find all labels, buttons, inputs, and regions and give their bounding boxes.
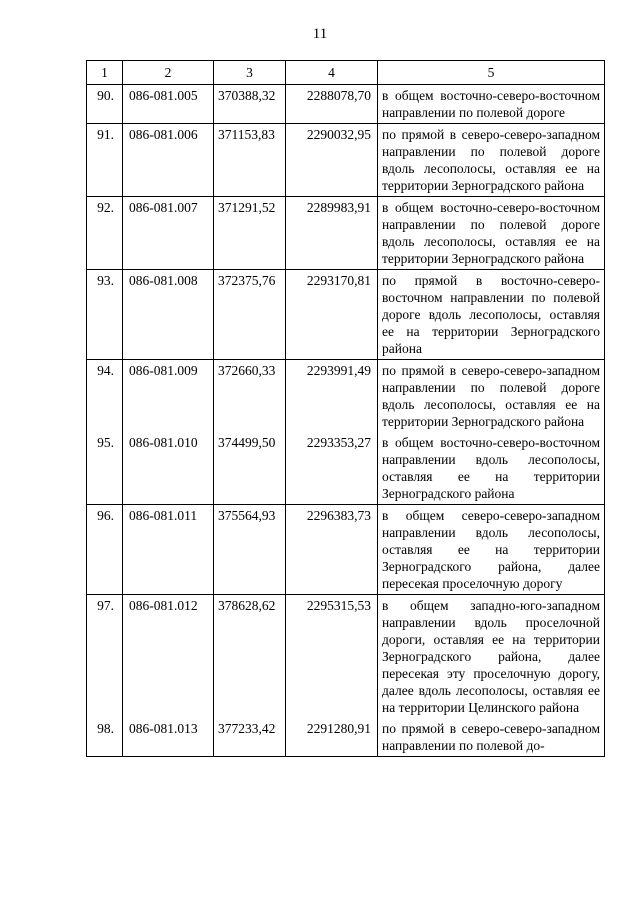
boundary-description: по прямой в северо-северо-западном направлении по полевой дороге вдоль лесополосы, оставляя ее на территории Зерноградского района bbox=[378, 124, 605, 197]
point-code: 086-081.005 bbox=[123, 85, 214, 124]
point-code: 086-081.008 bbox=[123, 270, 214, 360]
table-row bbox=[87, 360, 605, 433]
row-number: 95. bbox=[87, 432, 123, 505]
table-row bbox=[87, 595, 605, 719]
page-number: 11 bbox=[312, 26, 328, 42]
row-number: 96. bbox=[87, 505, 123, 595]
coordinate-x: 372660,33 bbox=[214, 360, 286, 433]
table-row bbox=[87, 718, 605, 757]
boundary-description: в общем восточно-северо-восточном направлении по полевой дороге вдоль лесополосы, оставляя ее на территории Зерноградского района bbox=[378, 197, 605, 270]
boundary-description: по прямой в восточно-северо-восточном направлении по полевой дороге вдоль лесополосы, оставляя ее на территории Зерноградского района bbox=[378, 270, 605, 360]
header-col-4: 4 bbox=[286, 61, 378, 85]
table-row bbox=[87, 505, 605, 595]
row-number: 91. bbox=[87, 124, 123, 197]
header-col-3: 3 bbox=[214, 61, 286, 85]
point-code: 086-081.013 bbox=[123, 718, 214, 757]
coordinate-y: 2293353,27 bbox=[286, 432, 378, 505]
table-row bbox=[87, 270, 605, 360]
boundary-points-table bbox=[86, 60, 605, 757]
point-code: 086-081.012 bbox=[123, 595, 214, 719]
point-code: 086-081.009 bbox=[123, 360, 214, 433]
coordinate-x: 378628,62 bbox=[214, 595, 286, 719]
coordinate-y: 2296383,73 bbox=[286, 505, 378, 595]
table-row bbox=[87, 124, 605, 197]
table-row bbox=[87, 197, 605, 270]
row-number: 98. bbox=[87, 718, 123, 757]
point-code: 086-081.011 bbox=[123, 505, 214, 595]
coordinate-x: 371291,52 bbox=[214, 197, 286, 270]
coordinate-y: 2288078,70 bbox=[286, 85, 378, 124]
coordinate-y: 2290032,95 bbox=[286, 124, 378, 197]
point-code: 086-081.010 bbox=[123, 432, 214, 505]
coordinate-x: 370388,32 bbox=[214, 85, 286, 124]
coordinate-x: 371153,83 bbox=[214, 124, 286, 197]
table-header-row bbox=[87, 61, 605, 85]
row-number: 93. bbox=[87, 270, 123, 360]
row-number: 97. bbox=[87, 595, 123, 719]
row-number: 90. bbox=[87, 85, 123, 124]
coordinate-x: 377233,42 bbox=[214, 718, 286, 757]
coordinate-y: 2289983,91 bbox=[286, 197, 378, 270]
boundary-description: в общем восточно-северо-восточном направлении вдоль лесополосы, оставляя ее на территории Зерноградского района bbox=[378, 432, 605, 505]
header-col-2: 2 bbox=[123, 61, 214, 85]
boundary-description: в общем северо-северо-западном направлении вдоль лесополосы, оставляя ее на территории Зерноградского района, далее пересекая проселочную дорогу bbox=[378, 505, 605, 595]
boundary-description: в общем западно-юго-западном направлении вдоль проселочной дороги, оставляя ее на территории Зерноградского района, далее пересекая эту проселочную дорогу, далее вдоль лесополосы, оставляя ее на территории Целинского района bbox=[378, 595, 605, 719]
header-col-1: 1 bbox=[87, 61, 123, 85]
header-col-5: 5 bbox=[378, 61, 605, 85]
row-number: 92. bbox=[87, 197, 123, 270]
coordinate-y: 2295315,53 bbox=[286, 595, 378, 719]
boundary-description: в общем восточно-северо-восточном направлении по полевой дороге bbox=[378, 85, 605, 124]
point-code: 086-081.007 bbox=[123, 197, 214, 270]
boundary-description: по прямой в северо-северо-западном направлении по полевой до- bbox=[378, 718, 605, 757]
coordinate-y: 2291280,91 bbox=[286, 718, 378, 757]
coordinate-x: 372375,76 bbox=[214, 270, 286, 360]
point-code: 086-081.006 bbox=[123, 124, 214, 197]
row-number: 94. bbox=[87, 360, 123, 433]
coordinate-x: 374499,50 bbox=[214, 432, 286, 505]
table-row bbox=[87, 85, 605, 124]
coordinate-y: 2293170,81 bbox=[286, 270, 378, 360]
coordinate-x: 375564,93 bbox=[214, 505, 286, 595]
boundary-description: по прямой в северо-северо-западном направлении по полевой дороге вдоль лесополосы, оставляя ее на территории Зерноградского района bbox=[378, 360, 605, 433]
table-row bbox=[87, 432, 605, 505]
coordinate-y: 2293991,49 bbox=[286, 360, 378, 433]
